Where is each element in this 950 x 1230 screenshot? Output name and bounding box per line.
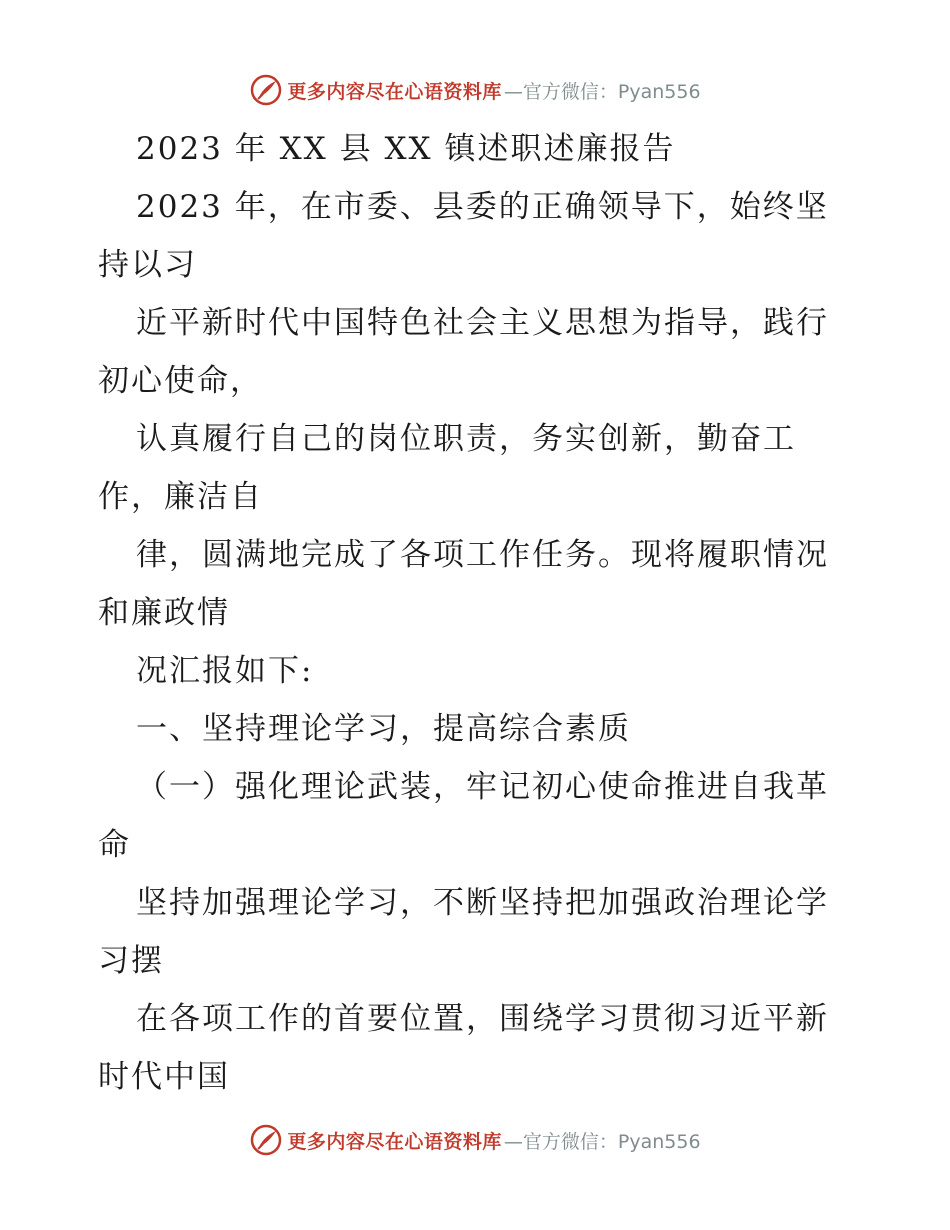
paragraph-line: 2023 年，在市委、县委的正确领导下，始终坚 [136, 189, 829, 225]
paragraph-line: 认真履行自己的岗位职责，务实创新，勤奋工 [136, 421, 796, 457]
paragraph-line: 近平新时代中国特色社会主义思想为指导，践行 [136, 305, 829, 341]
paragraph-line: 在各项工作的首要位置，围绕学习贯彻习近平新 [136, 1001, 829, 1037]
quill-logo-icon [249, 1123, 283, 1157]
paragraph-line: 习摆 [98, 943, 164, 979]
paragraph-line: 坚持加强理论学习，不断坚持把加强政治理论学 [136, 885, 829, 921]
quill-logo-icon [249, 73, 283, 107]
watermark-contact-text: —官方微信：Pyan556 [503, 80, 701, 103]
paragraph-line: 持以习 [98, 247, 197, 283]
footer-watermark [0, 1120, 950, 1160]
paragraph-line: （一）强化理论武装，牢记初心使命推进自我革 [136, 769, 829, 805]
paragraph-line: 和廉政情 [98, 595, 230, 631]
paragraph-line: 初心使命， [98, 363, 263, 399]
document-title: 2023 年 XX 县 XX 镇述职述廉报告 [136, 131, 676, 167]
paragraph-line: 命 [98, 827, 131, 863]
watermark-contact-text: —官方微信：Pyan556 [503, 1130, 701, 1153]
document-body [98, 120, 858, 1106]
paragraph-line: 一、坚持理论学习，提高综合素质 [136, 711, 631, 747]
paragraph-line: 时代中国 [98, 1059, 230, 1095]
watermark-main-text: 更多内容尽在心语资料库 [287, 80, 502, 103]
paragraph-line: 作，廉洁自 [98, 479, 263, 515]
watermark-main-text: 更多内容尽在心语资料库 [287, 1130, 502, 1153]
paragraph-line: 况汇报如下: [136, 653, 314, 689]
header-watermark [0, 70, 950, 110]
paragraph-line: 律，圆满地完成了各项工作任务。现将履职情况 [136, 537, 829, 573]
